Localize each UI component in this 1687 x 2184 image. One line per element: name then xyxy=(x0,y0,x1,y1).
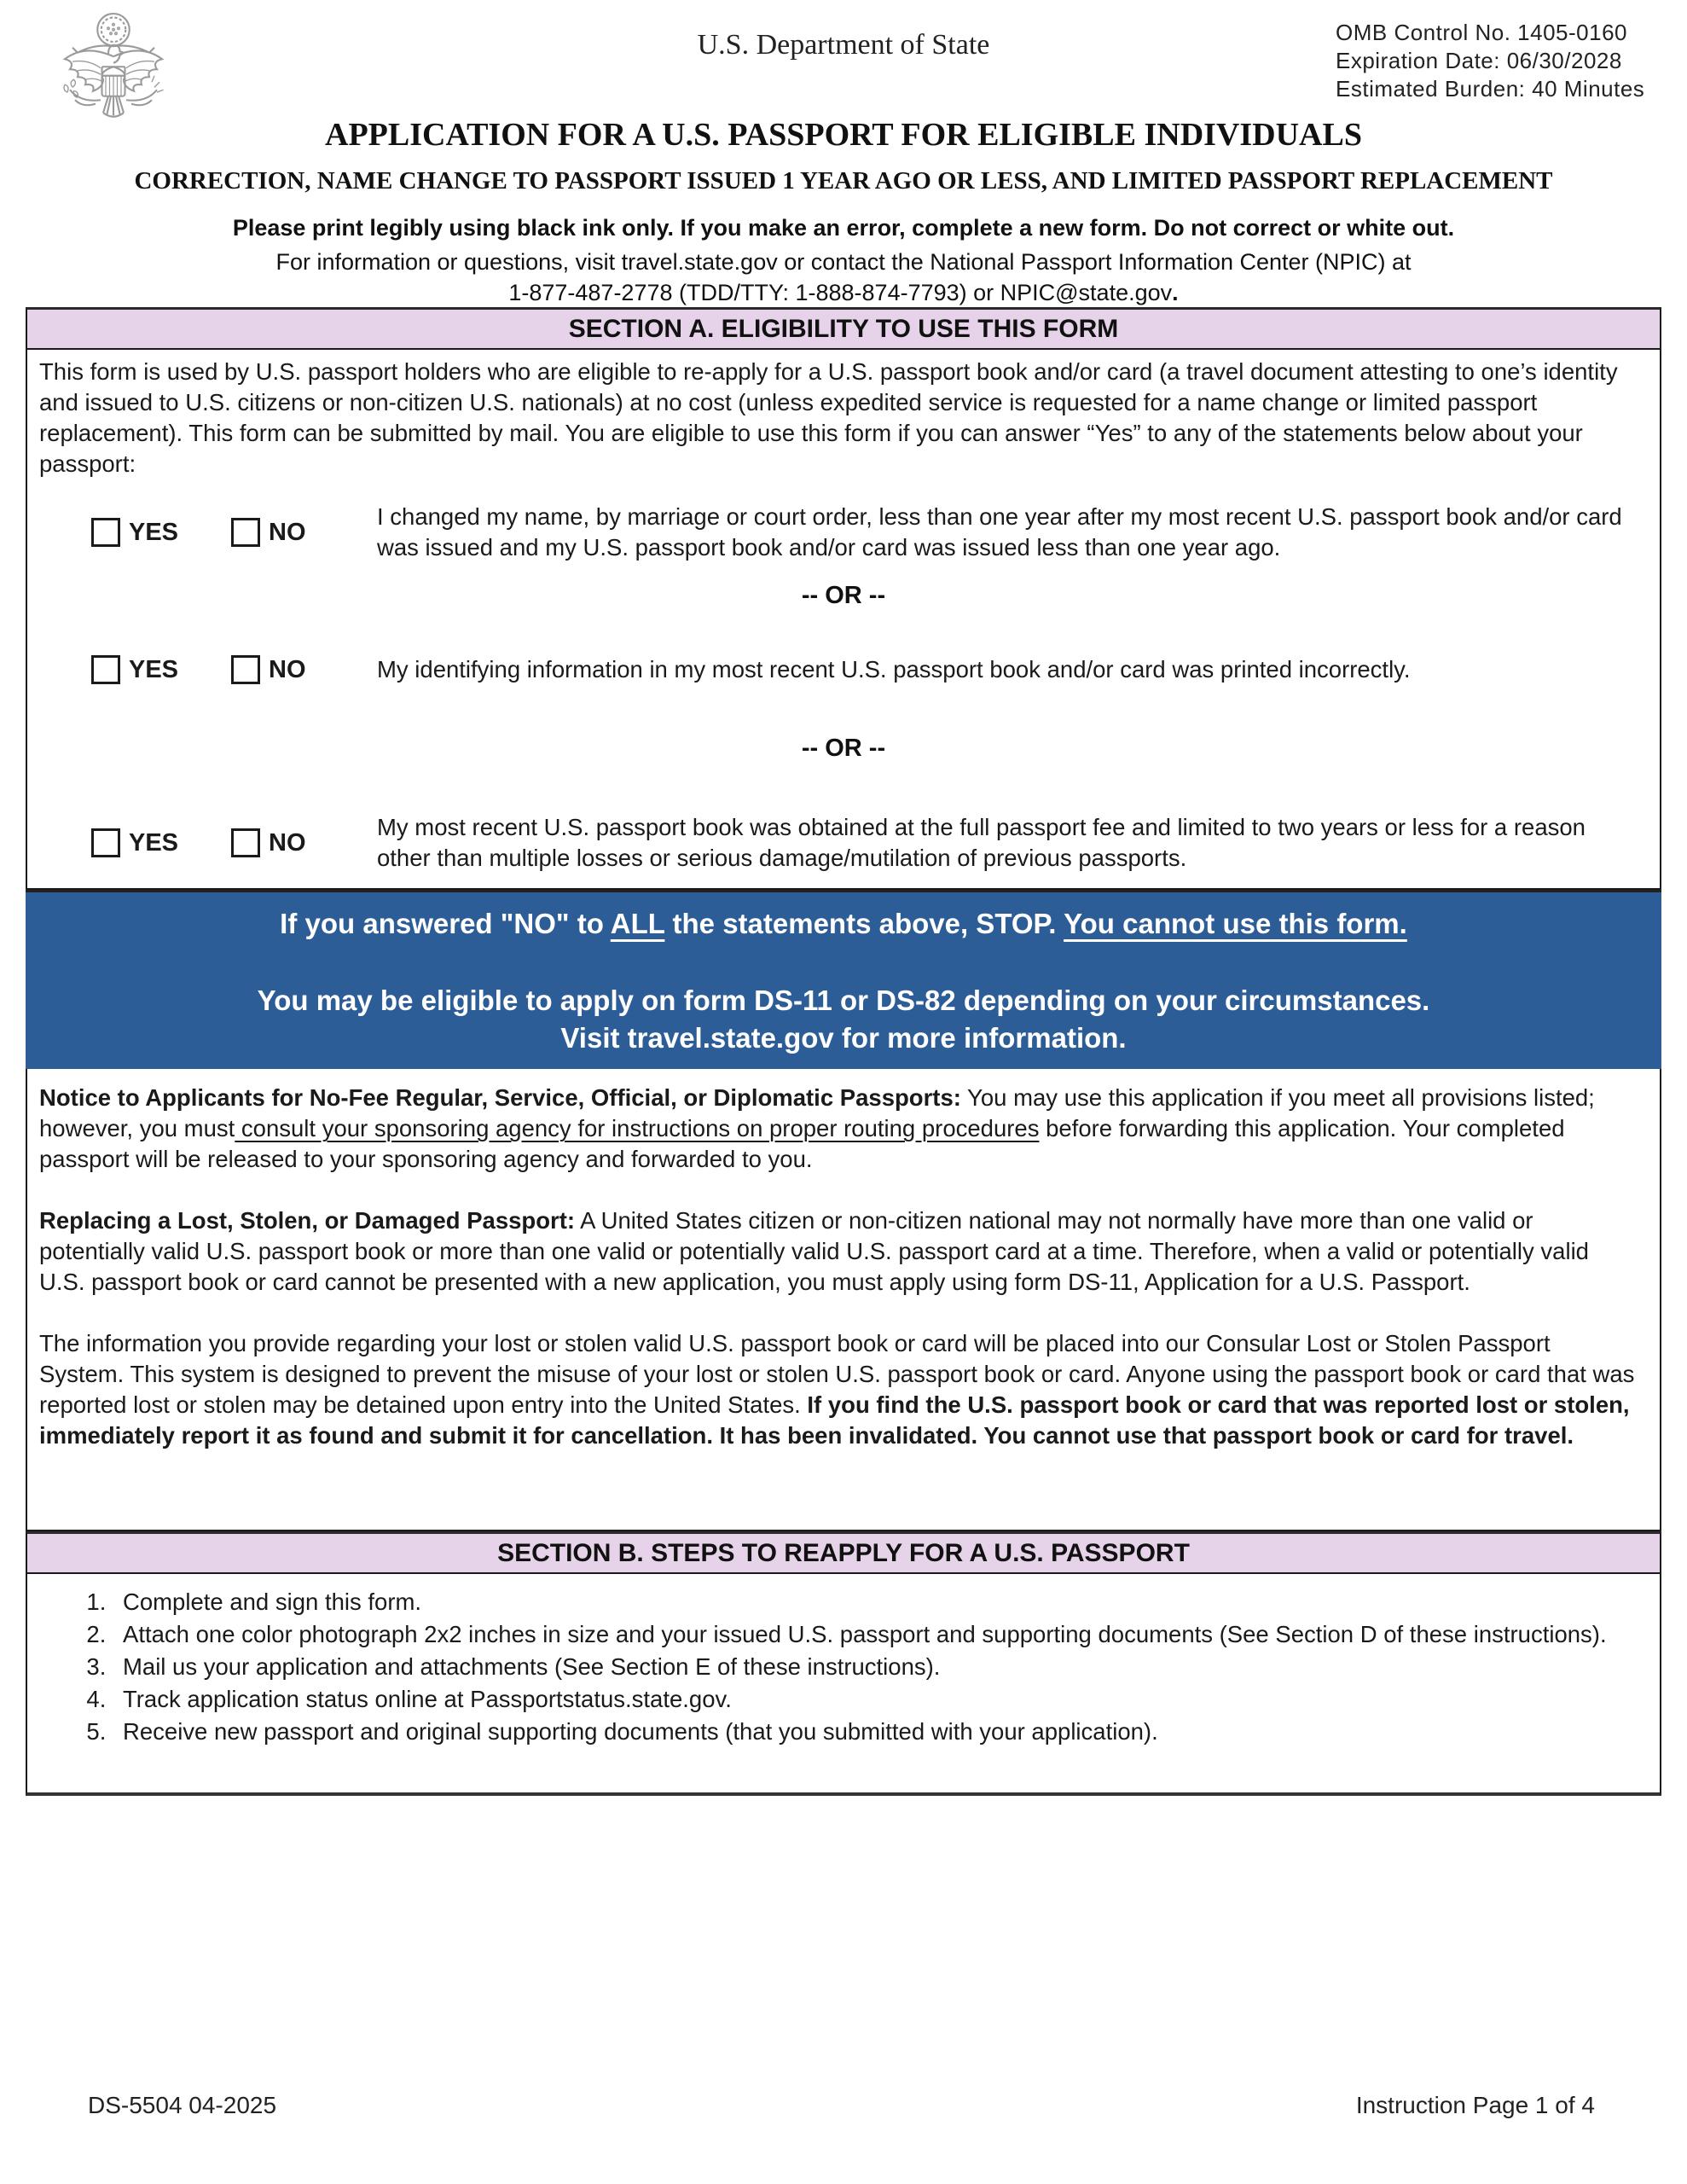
stop-line1-all: ALL xyxy=(610,908,665,939)
step-item-3: 3. Mail us your application and attachments (See Section E of these instructions). xyxy=(113,1651,1634,1683)
eligibility-statement-row xyxy=(91,812,1643,874)
no-checkbox-1[interactable] xyxy=(231,518,260,547)
yes-checkbox-2[interactable] xyxy=(91,655,120,684)
or-separator-1: -- OR -- xyxy=(801,582,886,609)
statement-text-3: My most recent U.S. passport book was obtained at the full passport fee and limited to two years or less for a reason other than multiple losses or serious damage/mutilation of previous passports. xyxy=(377,814,1586,871)
yes-option-2[interactable] xyxy=(91,655,178,684)
omb-estimated-burden: Estimated Burden: 40 Minutes xyxy=(1336,76,1645,102)
contact-info-period: . xyxy=(1172,280,1179,305)
notice3-text: The information you provide regarding your lost or stolen valid U.S. passport book or card will be placed into our Consular Lost or Stolen Passport System. This system is designed to prevent the misuse of your lost or stolen U.S. passport book or card. Anyone using the passport book or card that was reported lost or stolen may be detained upon entry into the United States. xyxy=(39,1330,1635,1418)
yes-label: YES xyxy=(129,518,179,546)
contact-info-line2 xyxy=(0,280,1687,306)
notices-section xyxy=(26,1069,1661,1531)
notice3-bold-warning: If you find the U.S. passport book or card that was reported lost or stolen, immediately report it as found and submit it for cancellation. It has been invalidated. You cannot use that passport book or card for travel. xyxy=(39,1391,1630,1449)
omb-control-number: OMB Control No. 1405-0160 xyxy=(1336,20,1628,45)
no-option-2[interactable] xyxy=(231,655,306,684)
section-a-body xyxy=(26,350,1661,890)
form-title: APPLICATION FOR A U.S. PASSPORT FOR ELIGIBLE INDIVIDUALS xyxy=(325,117,1362,153)
yes-option-3[interactable] xyxy=(91,828,178,857)
no-option-3[interactable] xyxy=(231,828,306,857)
section-b-header: SECTION B. STEPS TO REAPPLY FOR A U.S. PASSPORT xyxy=(26,1531,1661,1574)
yes-checkbox-1[interactable] xyxy=(91,518,120,547)
form-subtitle: CORRECTION, NAME CHANGE TO PASSPORT ISSUED 1 YEAR AGO OR LESS, AND LIMITED PASSPORT REPLACEMENT xyxy=(134,167,1553,195)
step-item-1: 1. Complete and sign this form. xyxy=(113,1586,1634,1618)
contact-info-text: 1-877-487-2778 (TDD/TTY: 1-888-874-7793) or NPIC@state.gov xyxy=(508,280,1173,305)
step-item-2: 2. Attach one color photograph 2x2 inches in size and your issued U.S. passport and supporting documents (See Section D of these instructions). xyxy=(113,1618,1634,1651)
yes-label: YES xyxy=(129,655,179,683)
yes-no-checkbox-group xyxy=(91,828,377,857)
omb-expiration-date: Expiration Date: 06/30/2028 xyxy=(1336,48,1622,73)
step-item-5: 5. Receive new passport and original supporting documents (that you submitted with your application). xyxy=(113,1716,1634,1748)
yes-no-checkbox-group xyxy=(91,655,377,684)
notice2-text: A United States citizen or non-citizen national may not normally have more than one valid or potentially valid U.S. passport book or more than one valid or potentially valid U.S. passport card at a time. Therefore, when a valid or potentially valid U.S. passport book or card cannot be presented with a new application, you must apply using form DS-11, Application for a U.S. Passport. xyxy=(39,1207,1589,1295)
yes-option-1[interactable] xyxy=(91,518,178,547)
yes-no-checkbox-group xyxy=(91,518,377,547)
notice1-heading: Notice to Applicants for No-Fee Regular, Service, Official, or Diplomatic Passports: xyxy=(39,1084,961,1111)
no-option-1[interactable] xyxy=(231,518,306,547)
stop-banner xyxy=(26,890,1661,1069)
no-checkbox-3[interactable] xyxy=(231,828,260,857)
no-label: NO xyxy=(269,828,306,857)
stop-banner-line2: You may be eligible to apply on form DS-11 or DS-82 depending on your circumstances. xyxy=(257,985,1430,1016)
notice1-underlined: consult your sponsoring agency for instructions on proper routing procedures xyxy=(235,1115,1040,1141)
notice-no-fee-passports xyxy=(39,1083,1641,1175)
eligibility-statement-row xyxy=(91,502,1643,563)
stop-banner-line1 xyxy=(26,908,1661,940)
notice1-post: before forwarding this application. Your completed passport will be released to your sponsoring agency and forwarded to you. xyxy=(39,1115,1565,1172)
yes-label: YES xyxy=(129,828,179,857)
section-a-header: SECTION A. ELIGIBILITY TO USE THIS FORM xyxy=(26,307,1661,350)
notice2-heading: Replacing a Lost, Stolen, or Damaged Passport: xyxy=(39,1207,576,1234)
contact-info-line1: For information or questions, visit travel.state.gov or contact the National Passport Information Center (NPIC) at xyxy=(275,249,1412,275)
stop-banner-line3: Visit travel.state.gov for more information. xyxy=(560,1022,1127,1054)
omb-block xyxy=(1336,19,1644,103)
form-number: DS-5504 04-2025 xyxy=(88,2092,277,2118)
section-b-body xyxy=(26,1574,1661,1796)
no-checkbox-2[interactable] xyxy=(231,655,260,684)
stop-line1-cannot-use: You cannot use this form. xyxy=(1064,908,1407,939)
stop-line1-mid: the statements above, STOP. xyxy=(664,908,1064,939)
no-label: NO xyxy=(269,655,306,683)
agency-name: U.S. Department of State xyxy=(697,29,990,61)
eligibility-statement-row xyxy=(91,654,1643,685)
page-number: Instruction Page 1 of 4 xyxy=(1355,2092,1595,2118)
no-label: NO xyxy=(269,518,306,546)
print-instructions: Please print legibly using black ink only. If you make an error, complete a new form. Do not correct or white out. xyxy=(232,215,1455,241)
stop-line1-prefix: If you answered "NO" to xyxy=(280,908,611,939)
notice-lost-stolen-damaged xyxy=(39,1205,1641,1298)
notice-clasp-system xyxy=(39,1328,1641,1451)
statement-text-1: I changed my name, by marriage or court order, less than one year after my most recent U.S. passport book and/or card was issued and my U.S. passport book and/or card was issued less than one year ago. xyxy=(377,503,1622,561)
yes-checkbox-3[interactable] xyxy=(91,828,120,857)
statement-text-2: My identifying information in my most recent U.S. passport book and/or card was printed incorrectly. xyxy=(377,656,1411,682)
section-a-intro: This form is used by U.S. passport holders who are eligible to re-apply for a U.S. passport book and/or card (a travel document attesting to one’s identity and issued to U.S. citizens or non-citizen U.S. nationals) at no cost (unless expedited service is requested for a name change or limited passport replacement). This form can be submitted by mail. You are eligible to use this form if you can answer “Yes” to any of the statements below about your passport: xyxy=(39,358,1618,477)
or-separator-2: -- OR -- xyxy=(801,735,886,762)
reapply-steps-list xyxy=(113,1586,1634,1748)
step-item-4: 4. Track application status online at Passportstatus.state.gov. xyxy=(113,1683,1634,1716)
notice1-pre: You may use this application if you meet all provisions listed; however, you must xyxy=(39,1084,1595,1141)
